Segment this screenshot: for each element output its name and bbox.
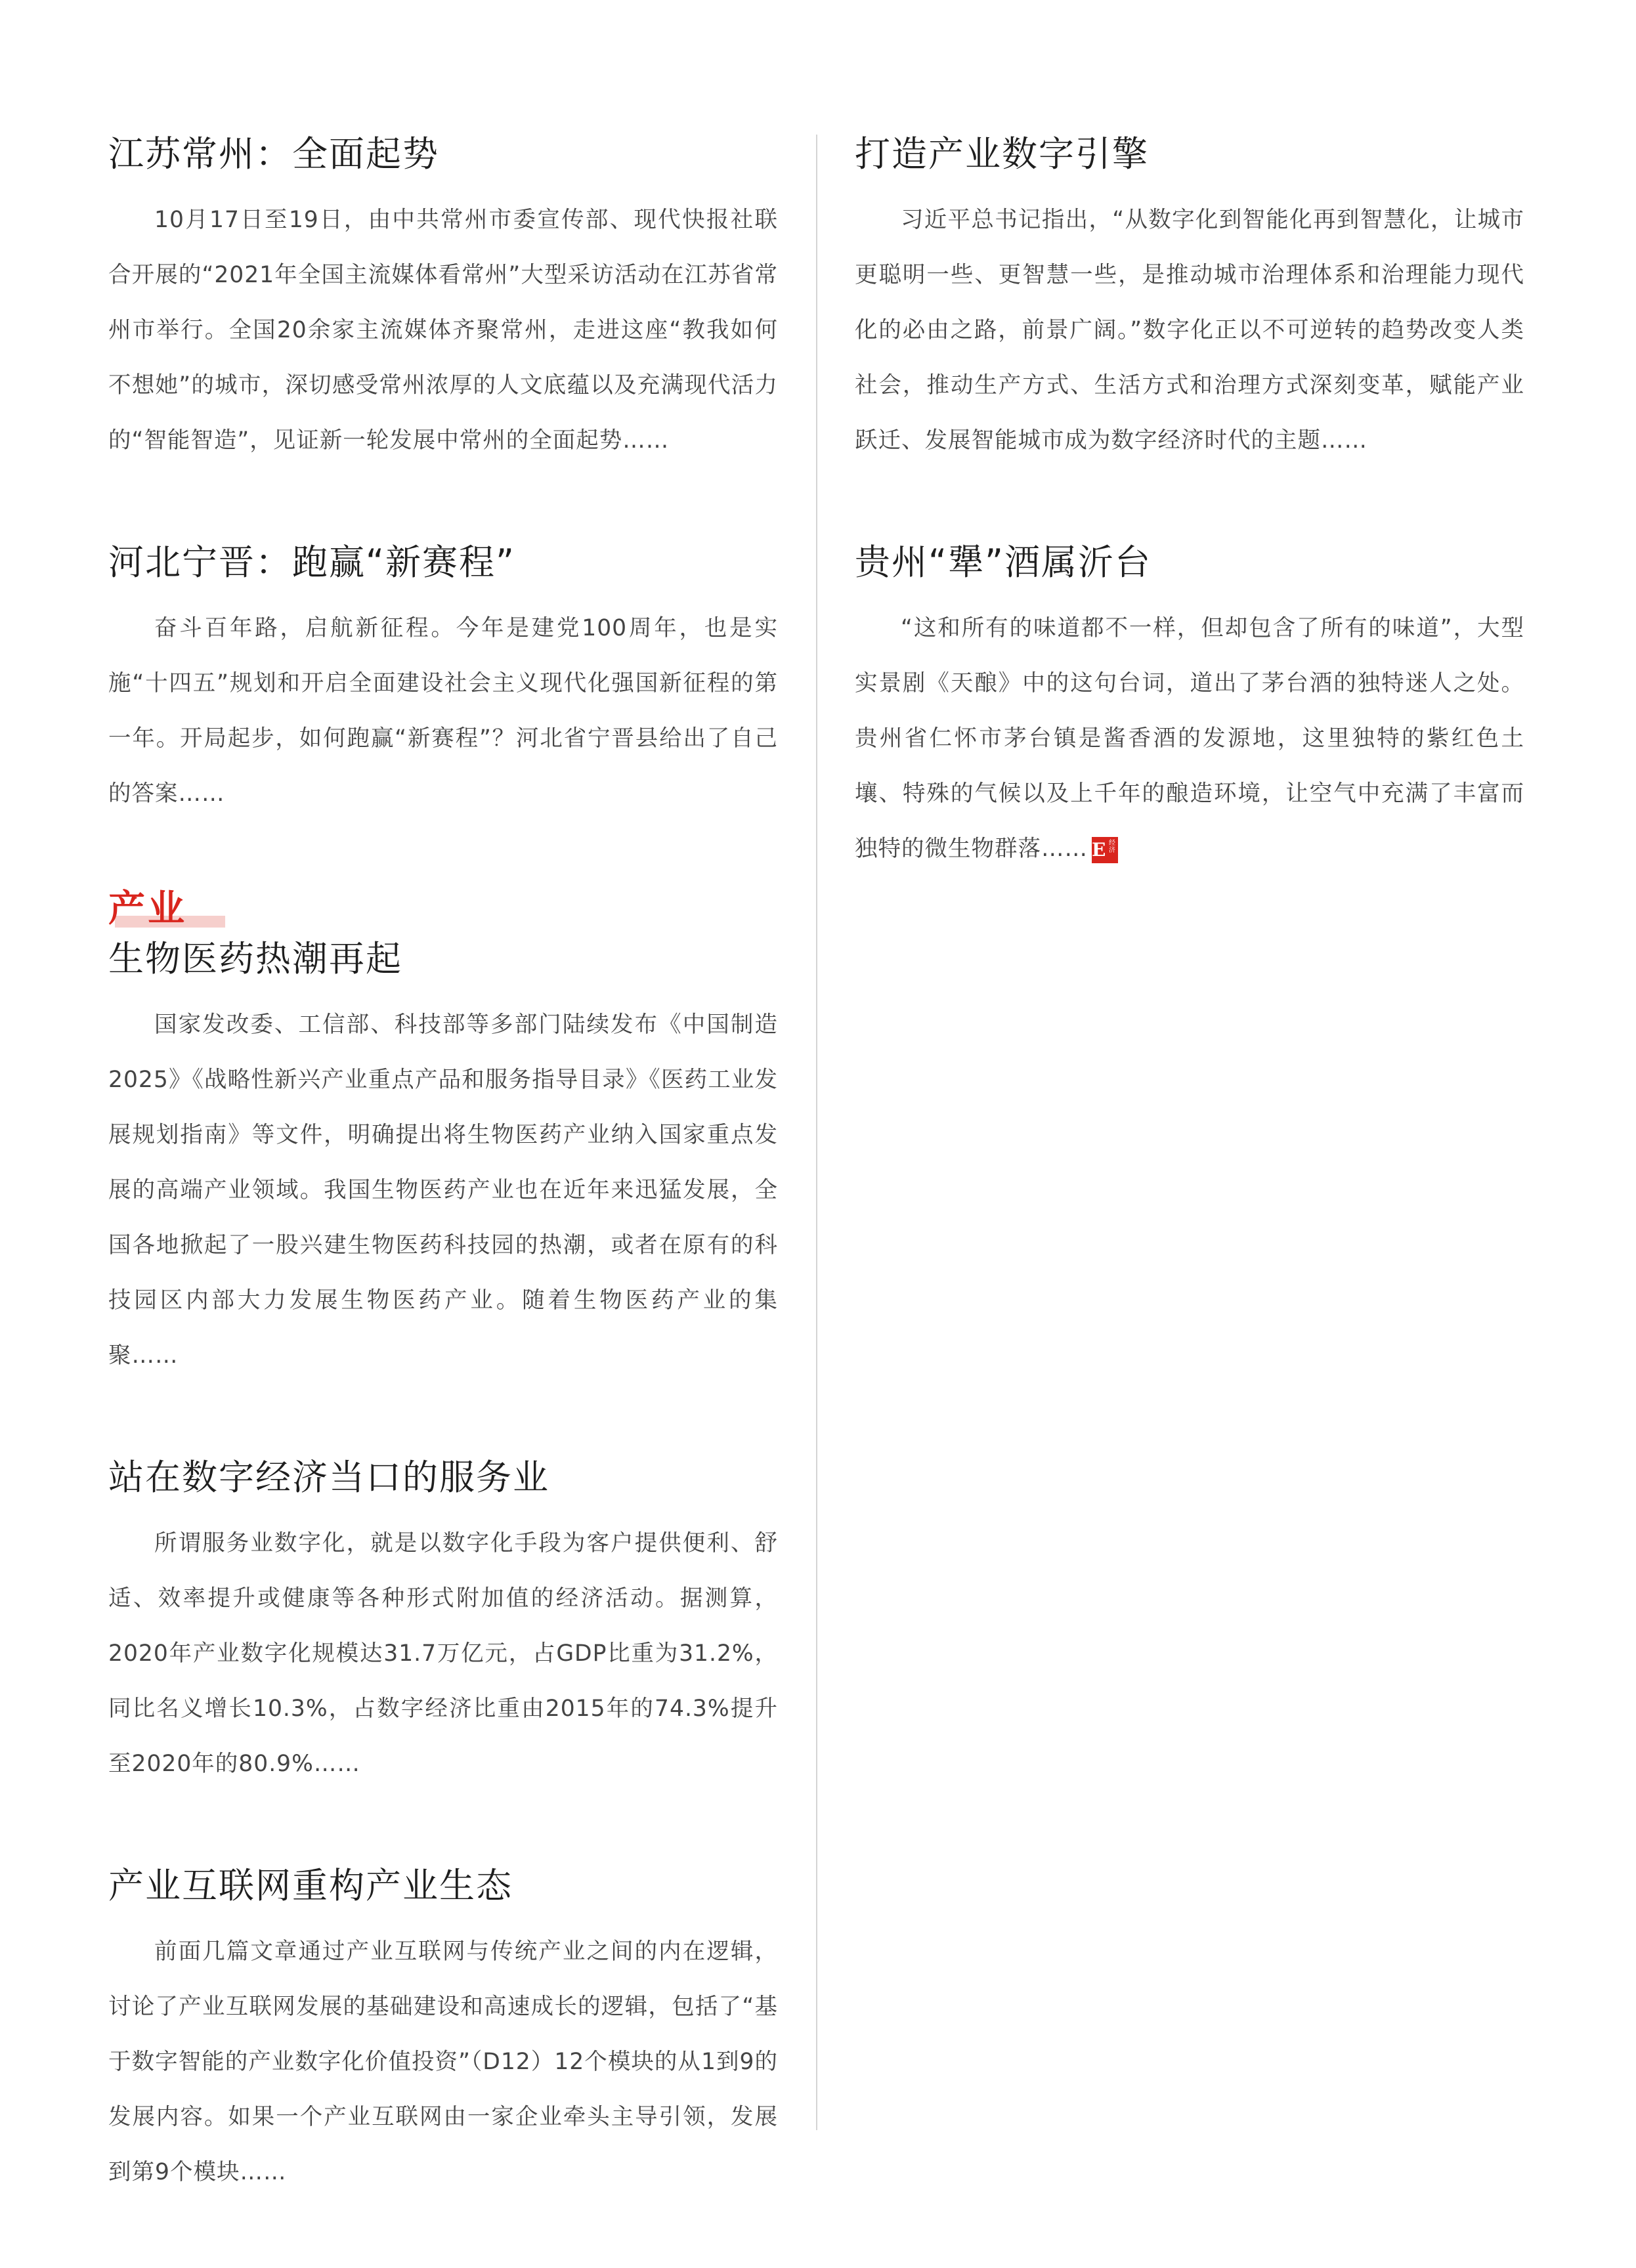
left-column <box>108 128 778 2268</box>
end-of-article-icon <box>1092 837 1118 863</box>
article-body <box>855 601 1524 876</box>
right-column <box>855 128 1524 945</box>
article-body: 奋斗百年路，启航新征程。今年是建党100周年，也是实施“十四五”规划和开启全面建设社会主义现代化强国新征程的第一年。开局起步，如何跑赢“新赛程”？河北省宁晋县给出了自己的答案…… <box>108 615 778 807</box>
article-title: 江苏常州：全面起势 <box>108 133 439 175</box>
article-title: 打造产业数字引擎 <box>855 133 1149 175</box>
article-biomedicine <box>108 933 778 1383</box>
article-title: 河北宁晋：跑赢“新赛程” <box>108 542 515 583</box>
section-industry <box>108 889 778 2200</box>
article-industrial-internet <box>108 1860 778 2200</box>
column-divider <box>816 135 817 2130</box>
article-body-text: “这和所有的味道都不一样，但却包含了所有的味道”，大型实景剧《天酿》中的这句台词，道出了茅台酒的独特迷人之处。贵州省仁怀市茅台镇是酱香酒的发源地，这里独特的紫红色土壤、特殊的气候以及上千年的酿造环境，让空气中充满了丰富而独特的微生物群落…… <box>855 615 1524 862</box>
article-ningjin <box>108 536 778 821</box>
end-mark-letter: E <box>1092 838 1107 861</box>
article-title: 产业互联网重构产业生态 <box>108 1865 513 1906</box>
end-mark-sub: 经济 <box>1109 839 1116 854</box>
article-title: 生物医药热潮再起 <box>108 938 402 979</box>
article-changzhou <box>108 128 778 468</box>
article-service-industry <box>108 1451 778 1791</box>
article-body: 所谓服务业数字化，就是以数字化手段为客户提供便利、舒适、效率提升或健康等各种形式附加值的经济活动。据测算，2020年产业数字化规模达31.7万亿元，占GDP比重为31.2%，同比名义增长10.3%，占数字经济比重由2015年的74.3%提升至2020年的80.9%…… <box>108 1530 778 1777</box>
article-body: 习近平总书记指出，“从数字化到智能化再到智慧化，让城市更聪明一些、更智慧一些，是推动城市治理体系和治理能力现代化的必由之路，前景广阔。”数字化正以不可逆转的趋势改变人类社会，推动生产方式、生活方式和治理方式深刻变革，赋能产业跃迁、发展智能城市成为数字经济时代的主题…… <box>855 207 1524 454</box>
article-guizhou-liquor <box>855 536 1524 876</box>
article-body: 10月17日至19日，由中共常州市委宣传部、现代快报社联合开展的“2021年全国主流媒体看常州”大型采访活动在江苏省常州市举行。全国20余家主流媒体齐聚常州，走进这座“教我如何不想她”的城市，深切感受常州浓厚的人文底蕴以及充满现代活力的“智能智造”，见证新一轮发展中常州的全面起势…… <box>108 207 778 454</box>
article-title: 站在数字经济当口的服务业 <box>108 1457 549 1498</box>
article-body: 国家发改委、工信部、科技部等多部门陆续发布《中国制造2025》《战略性新兴产业重点产品和服务指导目录》《医药工业发展规划指南》等文件，明确提出将生物医药产业纳入国家重点发展的高端产业领域。我国生物医药产业也在近年来迅猛发展，全国各地掀起了一股兴建生物医药科技园的热潮，或者在原有的科技园区内部大力发展生物医药产业。随着生物医药产业的集聚…… <box>108 1012 778 1369</box>
article-body: 前面几篇文章通过产业互联网与传统产业之间的内在逻辑，讨论了产业互联网发展的基础建设和高速成长的逻辑，包括了“基于数字智能的产业数字化价值投资”（D12）12个模块的从1到9的发展内容。如果一个产业互联网由一家企业牵头主导引领，发展到第9个模块…… <box>108 1938 778 2185</box>
article-title: 贵州“犟”酒属沂台 <box>855 542 1152 583</box>
section-label: 产业 <box>108 888 187 930</box>
article-digital-engine <box>855 128 1524 468</box>
